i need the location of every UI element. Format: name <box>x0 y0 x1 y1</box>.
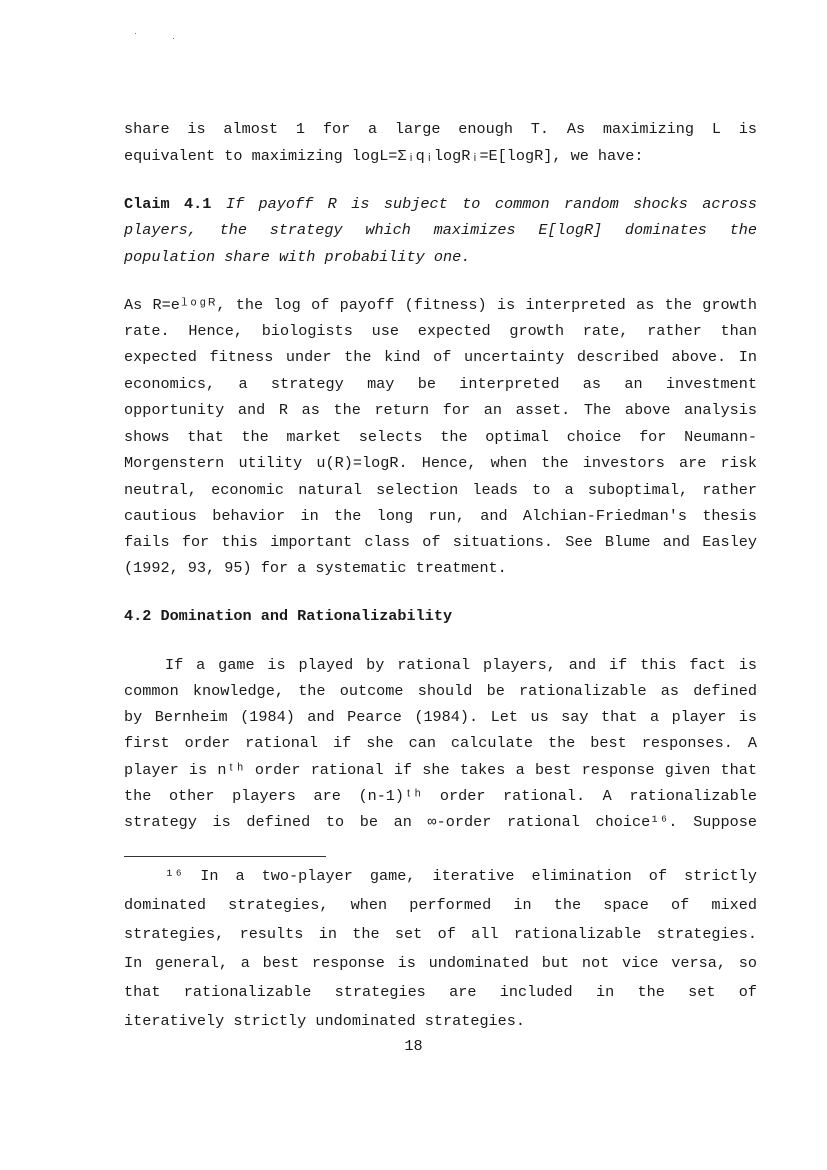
body-line: cautious behavior in the long run, and Alchian-Friedman's thesis <box>124 507 757 525</box>
body-line: As R=eˡᵒᵍᴿ, the log of payoff (fitness) is interpreted as the growth <box>124 296 757 314</box>
footnote-line: that rationalizable strategies are included in the set of <box>124 983 757 1001</box>
body-line: common knowledge, the outcome should be rationalizable as defined <box>124 682 757 700</box>
body-line: share is almost 1 for a large enough T. As maximizing L is <box>124 120 757 138</box>
page-number: 18 <box>404 1037 423 1055</box>
body-line: shows that the market selects the optimal choice for Neumann- <box>124 428 757 446</box>
footnote-line: In general, a best response is undominated but not vice versa, so <box>124 954 757 972</box>
body-line: player is nᵗʰ order rational if she takes a best response given that <box>124 761 757 779</box>
body-line: the other players are (n-1)ᵗʰ order rational. A rationalizable <box>124 787 757 805</box>
body-line: neutral, economic natural selection leads to a suboptimal, rather <box>124 481 757 499</box>
body-line: equivalent to maximizing logL=ΣᵢqᵢlogRᵢ=E[logR], we have: <box>124 147 644 165</box>
body-line: opportunity and R as the return for an asset. The above analysis <box>124 401 757 419</box>
section-heading: 4.2 Domination and Rationalizability <box>124 607 453 625</box>
body-line: strategy is defined to be an ∞-order rational choice¹⁶. Suppose <box>124 813 757 831</box>
body-line: expected fitness under the kind of uncertainty described above. In <box>124 348 757 366</box>
footnote-line: dominated strategies, when performed in the space of mixed <box>124 896 757 914</box>
body-line: (1992, 93, 95) for a systematic treatment. <box>124 559 507 577</box>
body-line: first order rational if she can calculate the best responses. A <box>124 734 757 752</box>
claim-line: population share with probability one. <box>124 248 471 266</box>
scan-speck <box>173 38 174 39</box>
footnote-divider <box>124 856 326 857</box>
footnote-line: strategies, results in the set of all rationalizable strategies. <box>124 925 757 943</box>
footnote-line: iteratively strictly undominated strategies. <box>124 1012 526 1030</box>
body-line: rate. Hence, biologists use expected growth rate, rather than <box>124 322 757 340</box>
claim-line: players, the strategy which maximizes E[logR] dominates the <box>124 221 757 239</box>
scan-speck <box>135 33 136 34</box>
body-line: by Bernheim (1984) and Pearce (1984). Let us say that a player is <box>124 708 757 726</box>
claim-text: If payoff R is subject to common random shocks across <box>225 195 757 213</box>
body-line: If a game is played by rational players, and if this fact is <box>165 656 757 674</box>
body-line: fails for this important class of situations. See Blume and Easley <box>124 533 757 551</box>
body-line: economics, a strategy may be interpreted as an investment <box>124 375 757 393</box>
claim-line <box>124 195 757 213</box>
body-line: Morgenstern utility u(R)=logR. Hence, when the investors are risk <box>124 454 757 472</box>
claim-title: Claim 4.1 <box>124 195 212 213</box>
footnote-line: ¹⁶ In a two-player game, iterative elimination of strictly <box>165 867 757 885</box>
